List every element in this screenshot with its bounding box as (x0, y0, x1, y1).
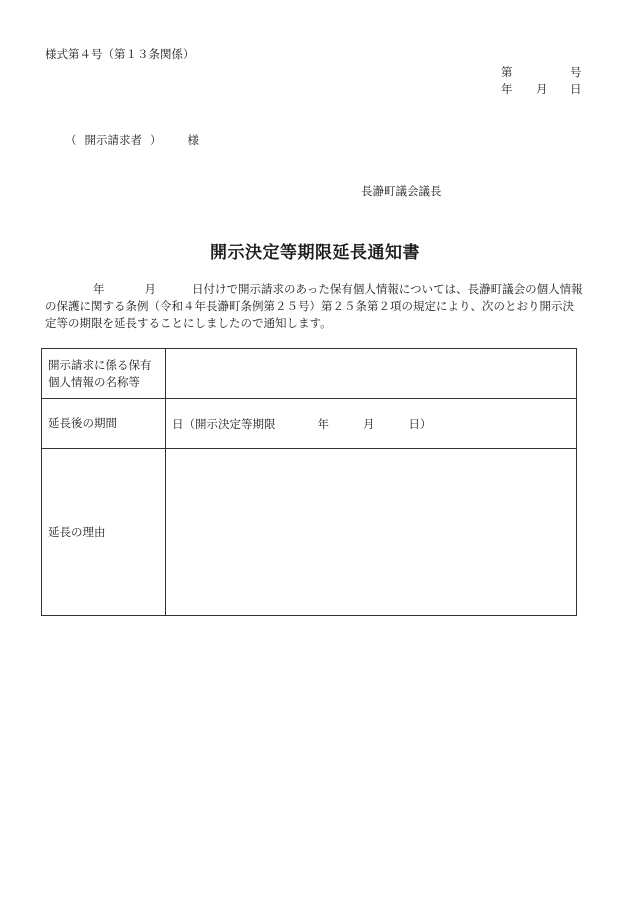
document-number-label: 第 (501, 65, 513, 79)
period-deadline-open: （開示決定等期限 (183, 416, 276, 431)
period-year: 年 (317, 416, 329, 431)
info-name-label-line-2: 個人情報の名称等 (48, 374, 140, 389)
table-row (42, 399, 577, 449)
extended-period-label: 延長後の期間 (42, 399, 166, 449)
notice-body (45, 281, 585, 332)
extension-reason-value (166, 449, 577, 616)
period-day-close: 日） (408, 416, 432, 431)
details-table (41, 348, 577, 616)
addressee (65, 132, 199, 148)
info-name-label-line-1: 開示請求に係る保有 (48, 357, 152, 372)
info-name-label (42, 349, 166, 399)
body-line-2: の保護に関する条例（令和４年長瀞町条例第２５号）第２５条第２項の規定により、次のとおり開示決 (45, 299, 574, 313)
document-number-suffix: 号 (570, 65, 582, 79)
body-line-1-rest: 日付けで開示請求のあった保有個人情報については、長瀞町議会の個人情報 (192, 282, 583, 296)
body-line-1 (45, 281, 585, 298)
table-row (42, 349, 577, 399)
extension-reason-label: 延長の理由 (42, 449, 166, 616)
date-year-label: 年 (501, 82, 513, 96)
addressee-paren-open: （ (65, 133, 77, 147)
sender-name: 長瀞町議会議長 (361, 184, 442, 198)
period-day: 日 (172, 416, 184, 431)
extended-period-value (166, 399, 577, 449)
body-line-3: 定等の期限を延長することにしましたので通知します。 (45, 316, 332, 330)
addressee-honorific: 様 (187, 133, 199, 147)
body-month: 月 (144, 282, 156, 296)
date-day-label: 日 (570, 82, 582, 96)
body-year: 年 (93, 282, 105, 296)
addressee-paren-close: ） (150, 133, 162, 147)
date-month-label: 月 (536, 82, 548, 96)
addressee-name: 開示請求者 (84, 133, 142, 147)
form-number: 様式第４号（第１３条関係） (45, 47, 195, 61)
info-name-value (166, 349, 577, 399)
period-month: 月 (363, 416, 375, 431)
table-row (42, 449, 577, 616)
document-title: 開示決定等期限延長通知書 (210, 243, 420, 263)
